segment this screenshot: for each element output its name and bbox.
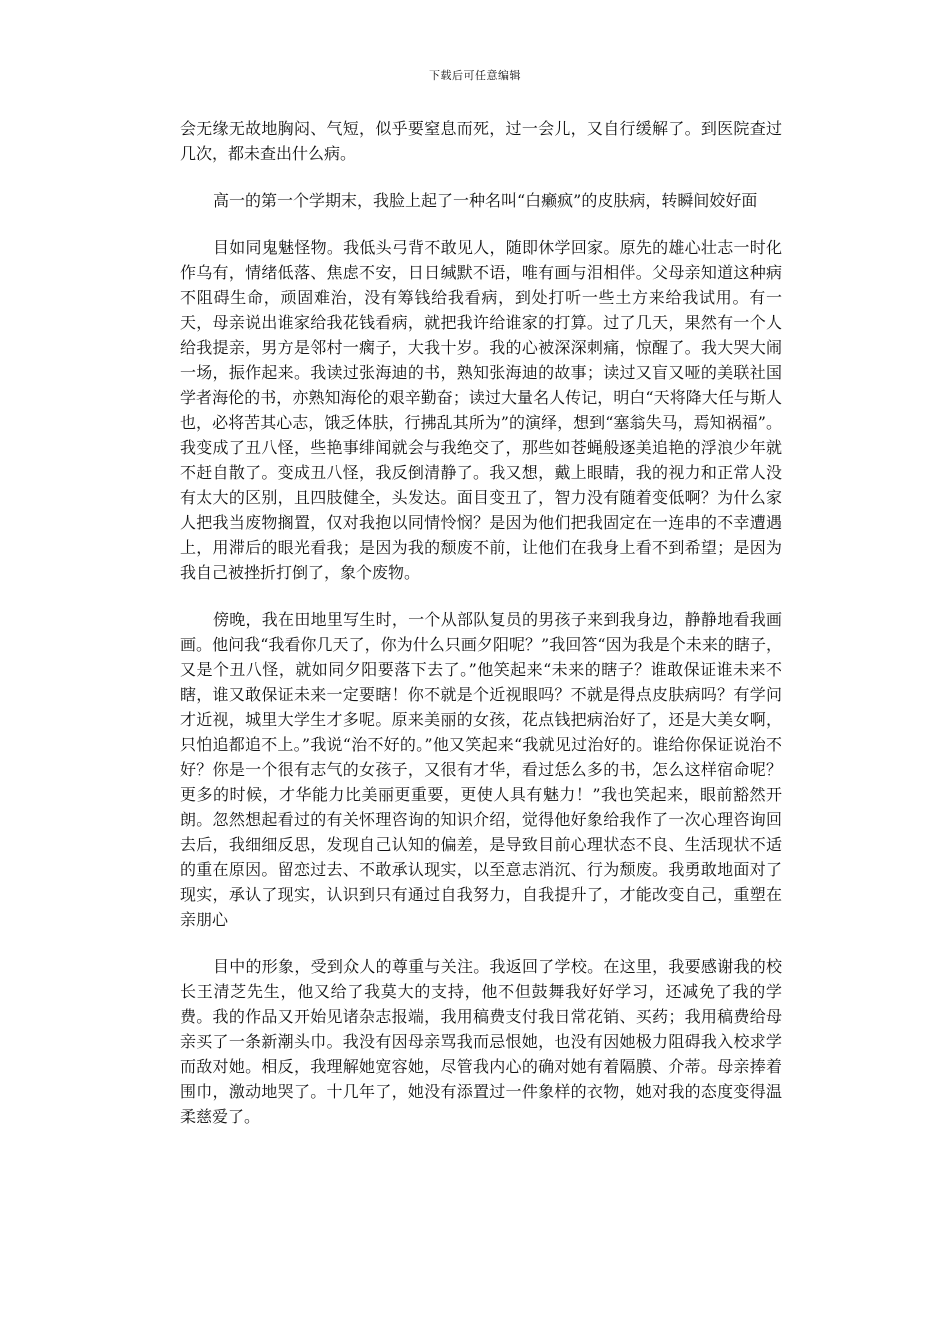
page-header: 下载后可任意编辑 [429, 69, 521, 82]
document-body [180, 116, 782, 1151]
paragraph-4: 傍晚，我在田地里写生时，一个从部队复员的男孩子来到我身边，静静地看我画画。他问我“我看你几天了，你为什么只画夕阳呢？”我回答“因为我是个未来的瞎子，又是个丑八怪，就如同夕阳要落下去了。”他笑起来“未来的瞎子？谁敢保证谁未来不瞎，谁又敢保证未来一定要瞎！你不就是个近视眼吗？不就是得点皮肤病吗？有学问才近视，城里大学生才多呢。原来美丽的女孩，花点钱把病治好了，还是大美女啊，只怕追都追不上。”我说“治不好的。”他又笑起来“我就见过治好的。谁给你保证说治不好？你是一个很有志气的女孩子，又很有才华，看过恁么多的书，怎么这样宿命呢？更多的时候，才华能力比美丽更重要，更使人具有魅力！”我也笑起来，眼前豁然开朗。忽然想起看过的有关怀理咨询的知识介绍，觉得他好象给我作了一次心理咨询回去后，我细细反思，发现自己认知的偏差，是导致目前心理状态不良、生活现状不适的重在原因。留恋过去、不敢承认现实，以至意志消沉、行为颓废。我勇敢地面对了现实，承认了现实，认识到只有通过自我努力，自我提升了，才能改变自己，重塑在亲朋心 [180, 610, 782, 929]
paragraph-2: 高一的第一个学期末，我脸上起了一种名叫“白癞疯”的皮肤病，转瞬间姣好面 [213, 191, 758, 210]
paragraph-1: 会无缘无故地胸闷、气短，似乎要窒息而死，过一会儿，又自行缓解了。到医院查过几次，都未查出什么病。 [180, 119, 782, 163]
paragraph-5: 目中的形象，受到众人的尊重与关注。我返回了学校。在这里，我要感谢我的校长王清芝先生，他又给了我莫大的支持，他不但鼓舞我好好学习，还减免了我的学费。我的作品又开始见诸杂志报端，我用稿费支付我日常花销、买药；我用稿费给母亲买了一条新潮头巾。我没有因母亲骂我而忌恨她，也没有因她极力阻碍我入校求学而敌对她。相反，我理解她宽容她，尽管我内心的确对她有着隔膜、介蒂。母亲捧着围巾，激动地哭了。十几年了，她没有添置过一件象样的衣物，她对我的态度变得温柔慈爱了。 [180, 957, 782, 1126]
paragraph-3: 目如同鬼魅怪物。我低头弓背不敢见人，随即休学回家。原先的雄心壮志一时化作乌有，情绪低落、焦虑不安，日日缄默不语，唯有画与泪相伴。父母亲知道这种病不阻碍生命，顽固难治，没有筹钱给我看病，到处打听一些土方来给我试用。有一天，母亲说出谁家给我花钱看病，就把我许给谁家的打算。过了几天，果然有一个人给我提亲，男方是邻村一瘸子，大我十岁。我的心被深深刺痛，惊醒了。我大哭大闹一场，振作起来。我读过张海迪的书，熟知张海迪的故事；读过又盲又哑的美联社国学者海伦的书，亦熟知海伦的艰辛勤奋；读过大量名人传记，明白“天将降大任与斯人也，必将苦其心志，饿乏体肤，行拂乱其所为”的演绎，想到“塞翁失马，焉知祸福”。我变成了丑八怪，些艳事绯闻就会与我绝交了，那些如苍蝇般逐美追艳的浮浪少年就不赶自散了。变成丑八怪，我反倒清静了。我又想，戴上眼睛，我的视力和正常人没有太大的区别，且四肢健全，头发达。面目变丑了，智力没有随着变低啊？为什么家人把我当废物搁置，仅对我抱以同情怜悯？是因为他们把我固定在一连串的不幸遭遇上，用滞后的眼光看我；是因为我的颓废不前，让他们在我身上看不到希望；是因为我自己被挫折打倒了，象个废物。 [180, 238, 782, 582]
